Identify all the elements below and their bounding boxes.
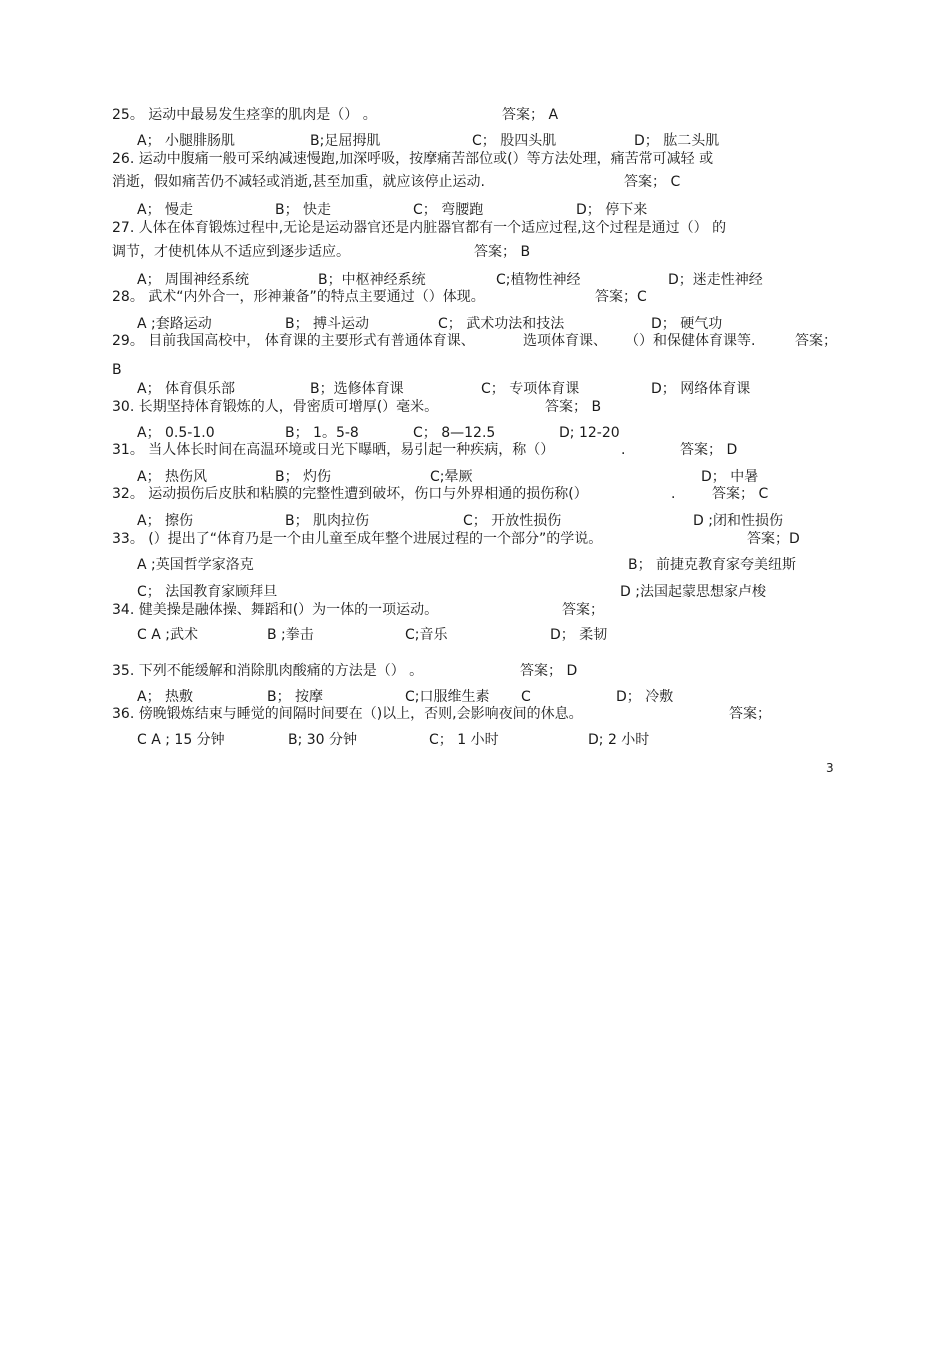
question-30-option-c: C； 8—12.5 <box>413 425 496 441</box>
question-31-stem: 31。 当人体长时间在高温环境或日光下曝晒，易引起一种疾病，称（） <box>112 442 555 458</box>
question-32-stem: 32。 运动损伤后皮肤和粘膜的完整性遭到破坏，伤口与外界相通的损伤称(） <box>112 486 588 502</box>
question-34-answer-label: 答案； <box>562 602 604 618</box>
question-32-option-a: A； 擦伤 <box>137 513 194 529</box>
question-33-option-b: B； 前捷克教育家夸美纽斯 <box>628 557 797 573</box>
question-29-option-c: C； 专项体育课 <box>481 381 580 397</box>
question-27-option-c: C;植物性神经 <box>496 272 581 288</box>
question-28-option-d: D； 硬气功 <box>651 316 723 332</box>
question-25-option-a: A； 小腿腓肠肌 <box>137 133 236 149</box>
question-35-option-c: C;口服维生素 <box>405 689 490 705</box>
question-35-option-a: A； 热敷 <box>137 689 194 705</box>
question-28-answer: 答案；C <box>595 289 647 305</box>
question-33-option-a: A ;英国哲学家洛克 <box>137 557 254 573</box>
question-34-option-c: C;音乐 <box>405 627 448 643</box>
question-31-option-d: D； 中暑 <box>701 469 759 485</box>
question-35-option-b: B； 按摩 <box>267 689 324 705</box>
question-35-answer: 答案； D <box>520 663 578 679</box>
question-27-option-a: A； 周围神经系统 <box>137 272 250 288</box>
question-25-stem: 25。 运动中最易发生痉挛的肌肉是（） 。 <box>112 107 377 123</box>
question-29-stem-part2: 选项体育课、 <box>523 333 607 349</box>
question-29-answer: B <box>112 362 122 378</box>
question-31-option-c: C;晕厥 <box>430 469 473 485</box>
question-27-answer: 答案； B <box>474 244 531 260</box>
question-34-option-a: C A ;武术 <box>137 627 198 643</box>
question-30-option-b: B； 1。5-8 <box>285 425 359 441</box>
question-34-option-d: D； 柔韧 <box>550 627 608 643</box>
question-33-option-d: D ;法国起蒙思想家卢梭 <box>620 584 766 600</box>
question-31-option-a: A； 热伤风 <box>137 469 208 485</box>
question-32-option-d: D ;闭和性损伤 <box>693 513 783 529</box>
question-28-stem: 28。 武术“内外合一，形神兼备”的特点主要通过（）体现。 <box>112 289 485 305</box>
question-35-option-c-mark: C <box>521 689 531 705</box>
question-26-stem-line2: 消逝，假如痛苦仍不减轻或消逝,甚至加重，就应该停止运动. <box>112 174 485 190</box>
question-36-option-b: B; 30 分钟 <box>288 732 358 748</box>
question-31-answer: 答案； D <box>680 442 738 458</box>
question-26-option-b: B； 快走 <box>275 202 332 218</box>
question-36-option-c: C； 1 小时 <box>429 732 499 748</box>
question-32-option-b: B； 肌肉拉伤 <box>285 513 370 529</box>
question-36-answer-label: 答案； <box>729 706 771 722</box>
question-33-answer: 答案；D <box>747 531 800 547</box>
question-27-option-b: B；中枢神经系统 <box>318 272 426 288</box>
question-33-stem: 33。 (）提出了“体育乃是一个由儿童至成年整个进展过程的一个部分”的学说。 <box>112 531 603 547</box>
question-26-answer: 答案； C <box>624 174 681 190</box>
question-35-option-d: D； 冷敷 <box>616 689 674 705</box>
question-35-stem: 35. 下列不能缓解和消除肌肉酸痛的方法是（） 。 <box>112 663 424 679</box>
question-36-option-a: C A ; 15 分钟 <box>137 732 225 748</box>
question-36-stem: 36. 傍晚锻炼结束与睡觉的间隔时间要在（)以上，否则,会影响夜间的休息。 <box>112 706 583 722</box>
question-25-answer: 答案； A <box>502 107 559 123</box>
question-31-stem-period: . <box>621 442 626 458</box>
question-32-option-c: C； 开放性损伤 <box>463 513 562 529</box>
question-29-option-d: D； 网络体育课 <box>651 381 751 397</box>
question-26-option-d: D； 停下来 <box>576 202 648 218</box>
question-34-stem: 34. 健美操是融体操、舞蹈和(）为一体的一项运动。 <box>112 602 439 618</box>
question-29-option-a: A； 体育俱乐部 <box>137 381 236 397</box>
question-30-option-d: D; 12-20 <box>559 425 620 441</box>
question-28-option-c: C； 武术功法和技法 <box>438 316 565 332</box>
question-26-option-a: A； 慢走 <box>137 202 194 218</box>
question-26-stem-line1: 26. 运动中腹痛一般可采纳减速慢跑,加深呼吸，按摩痛苦部位或(）等方法处理，痛苦常可减轻 或 <box>112 151 714 167</box>
question-34-option-b: B ;拳击 <box>267 627 314 643</box>
question-25-option-c: C； 股四头肌 <box>472 133 557 149</box>
question-25-option-b: B;足屈拇肌 <box>310 133 381 149</box>
question-30-option-a: A； 0.5-1.0 <box>137 425 215 441</box>
question-31-option-b: B； 灼伤 <box>275 469 332 485</box>
question-26-option-c: C； 弯腰跑 <box>413 202 484 218</box>
question-30-stem: 30. 长期坚持体育锻炼的人，骨密质可增厚(）毫米。 <box>112 399 439 415</box>
question-30-answer: 答案； B <box>545 399 602 415</box>
question-33-option-c: C； 法国教育家顾拜旦 <box>137 584 278 600</box>
page-number: 3 <box>826 761 834 775</box>
question-29-option-b: B；选修体育课 <box>310 381 404 397</box>
question-29-stem-part3: （）和保健体育课等. <box>625 333 756 349</box>
question-27-option-d: D；迷走性神经 <box>668 272 763 288</box>
question-27-stem-line2: 调节，才使机体从不适应到逐步适应。 <box>112 244 350 260</box>
question-28-option-b: B； 搏斗运动 <box>285 316 370 332</box>
question-32-answer: 答案； C <box>712 486 769 502</box>
question-32-stem-period: . <box>671 486 676 502</box>
question-28-option-a: A ;套路运动 <box>137 316 212 332</box>
question-36-option-d: D; 2 小时 <box>588 732 650 748</box>
question-25-option-d: D； 肱二头肌 <box>634 133 720 149</box>
question-29-stem-part1: 29。 目前我国高校中， 体育课的主要形式有普通体育课、 <box>112 333 475 349</box>
question-29-answer-label: 答案； <box>795 333 837 349</box>
question-27-stem-line1: 27. 人体在体育锻炼过程中,无论是运动器官还是内脏器官都有一个适应过程,这个过程是通过（） 的 <box>112 220 727 236</box>
